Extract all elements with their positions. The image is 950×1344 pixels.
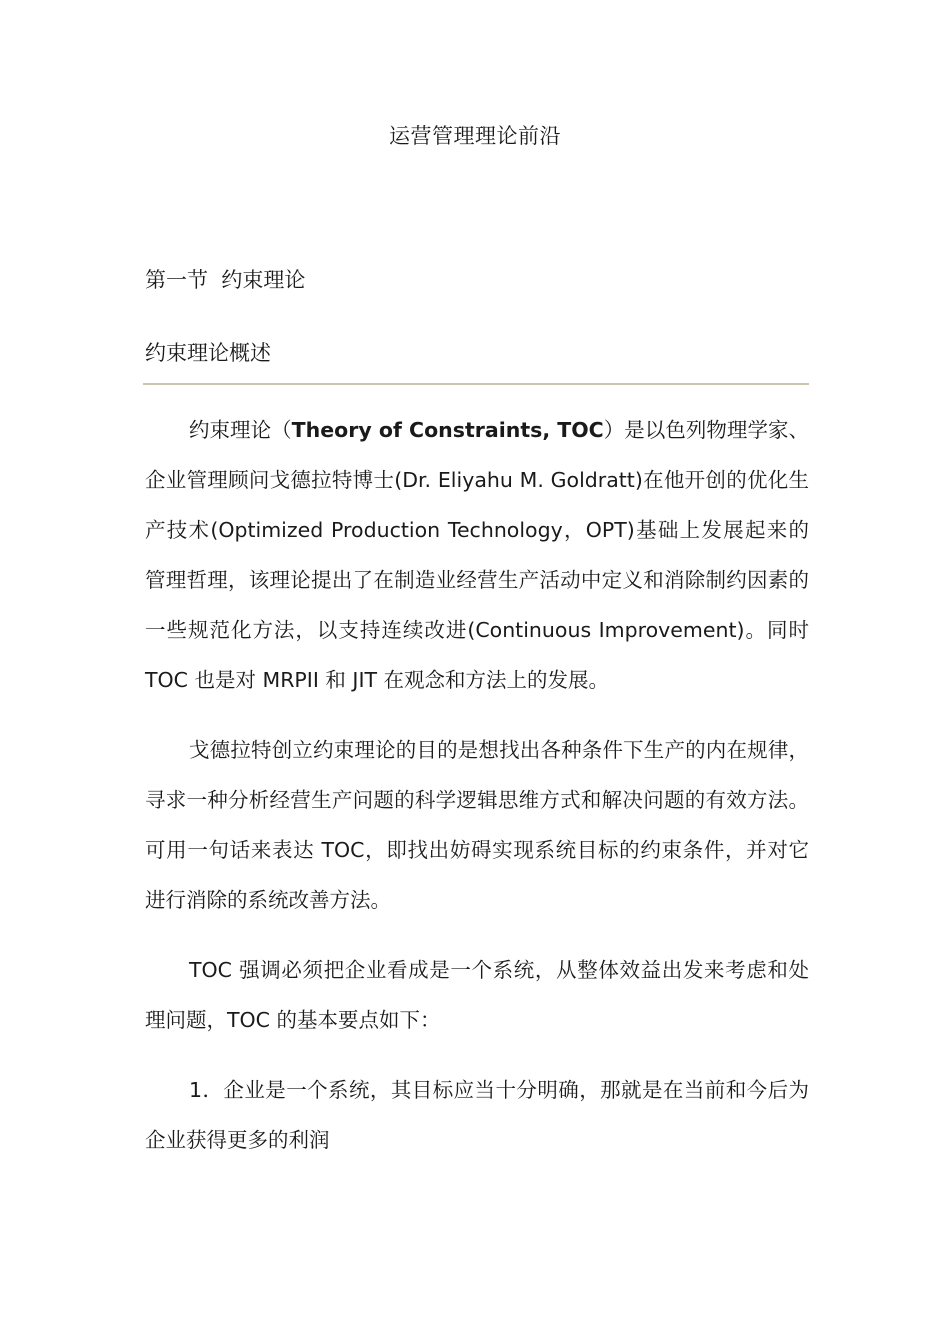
horizontal-divider: [143, 383, 809, 385]
paragraph-toc-definition: [145, 405, 809, 705]
paragraph-toc-purpose: 戈德拉特创立约束理论的目的是想找出各种条件下生产的内在规律，寻求一种分析经营生产问题的科学逻辑思维方式和解决问题的有效方法。可用一句话来表达 TOC，即找出妨碍实现系统目标的约束条件，并对它进行消除的系统改善方法。: [145, 738, 809, 912]
subsection-heading: 约束理论概述: [145, 341, 271, 365]
list-item-point-1: 1．企业是一个系统，其目标应当十分明确，那就是在当前和今后为企业获得更多的利润: [145, 1078, 809, 1152]
section-heading: 第一节 约束理论: [145, 268, 306, 292]
paragraph-toc-system: TOC 强调必须把企业看成是一个系统，从整体效益出发来考虑和处理问题，TOC 的基本要点如下：: [145, 958, 809, 1032]
paragraph-text: 约束理论（: [189, 418, 292, 442]
document-title: 运营管理理论前沿: [389, 124, 561, 148]
paragraph-text: ）是以色列物理学家、企业管理顾问戈德拉特博士(Dr. Eliyahu M. Goldratt)在他开创的优化生产技术(Optimized Production Technology，OPT)基础上发展起来的管理哲理，该理论提出了在制造业经营生产活动中定义和消除制约因素的一些规范化方法，以支持连续改进(Continuous Improvement)。同时 TOC 也是对 MRPII 和 JIT 在观念和方法上的发展。: [145, 418, 810, 692]
document-body: [145, 405, 809, 1185]
paragraph-bold-term: Theory of Constraints, TOC: [291, 418, 604, 442]
